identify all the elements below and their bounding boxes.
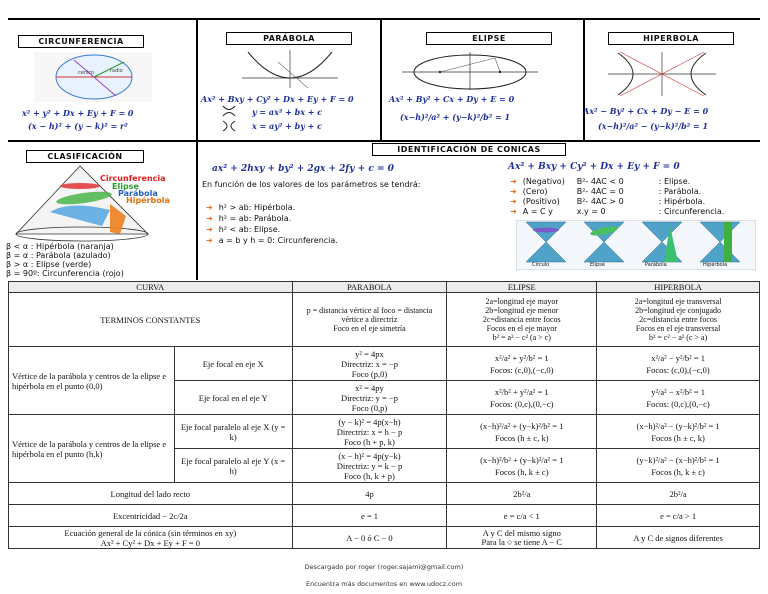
disc-condition: B²- 4AC < 0 [576, 177, 624, 186]
cell-parabola [292, 347, 447, 381]
table-row [9, 347, 760, 381]
eje-label: Eje focal en eje X [174, 347, 292, 381]
lado-recto-hiperbola: 2b²/a [597, 483, 760, 505]
cell-elipse [447, 415, 597, 449]
cell-elipse [447, 347, 597, 381]
lado-recto-elipse: 2b²/a [447, 483, 597, 505]
excentricidad-elipse: e = c/a < 1 [447, 505, 597, 527]
bullet-icon: ➜ [510, 177, 517, 186]
parabola-figure [238, 48, 342, 90]
cone-label: Círculo [532, 262, 550, 268]
cell-line: y²/a² − x²/b² = 1 [651, 386, 705, 397]
elipse-figure [400, 50, 540, 92]
disc-sign: A = C y [522, 207, 553, 216]
cell-line: Directriz: y = k − p [336, 460, 403, 471]
ecuacion-elipse: A y C del mismo signo Para la ○ se tiene A − C [447, 527, 597, 549]
header-elipse: ELIPSE [447, 282, 597, 293]
ident-item: h² > ab: Hipérbola. [218, 203, 296, 212]
clasif-line: β < α : Hipérbola (naranja) [6, 242, 114, 251]
cell-line: Focos (h, k ± c) [651, 466, 705, 477]
parab-eq-2: x = ay² + by + c [252, 121, 323, 131]
elipse-title: ELIPSE [426, 32, 552, 45]
divider [8, 140, 760, 142]
disc-condition: B²- 4AC = 0 [576, 187, 624, 196]
elipse-general-eq: Ax² + By² + Cx + Dy + E = 0 [389, 94, 515, 104]
disc-result: : Circunferencia. [658, 207, 725, 216]
svg-text:radio: radio [110, 68, 123, 74]
disc-result: : Elipse. [658, 177, 691, 186]
table-header [9, 282, 760, 293]
cell-parabola [292, 381, 447, 415]
divider [196, 18, 198, 280]
table-row [9, 483, 760, 505]
cell-hiperbola [597, 449, 760, 483]
ecuacion-parabola: A − 0 ó C − 0 [292, 527, 447, 549]
cone-label: Parábola [645, 262, 667, 268]
divider [583, 18, 585, 140]
disc-condition: B²- 4AC > 0 [576, 197, 624, 206]
cell-line: (x−h)²/a² + (y−k)²/b² = 1 [480, 420, 564, 431]
ecuacion-label-cell [9, 527, 293, 549]
cell-line: Focos: (0,c),(0,−c) [646, 398, 710, 409]
terminos-label: TERMINOS CONSTANTES [9, 293, 293, 347]
hiperbola-figure [606, 50, 718, 98]
disc-sign: (Negativo) [522, 177, 565, 186]
elipse-canon-eq: (x−h)²/a² + (y−k)²/b² = 1 [400, 112, 511, 122]
eje-label: Eje focal paralelo al eje Y (x = h) [174, 449, 292, 483]
cell-line: Focos: (c,0),(−c,0) [646, 364, 710, 375]
table-row [9, 415, 760, 449]
circ-canon-eq: (x − h)² + (y − k)² = r² [28, 121, 128, 131]
cell-elipse [447, 381, 597, 415]
parabola-title: PARÁBOLA [226, 32, 352, 45]
cell-line: Foco (h, k + p) [344, 470, 395, 481]
excentricidad-parabola: e = 1 [292, 505, 447, 527]
ident-item: h² < ab: Elipse. [218, 225, 281, 234]
ident-general-eq2: Ax² + Bxy + Cy² + Dx + Ey + F = 0 [508, 162, 680, 172]
cell-line: Foco (p,0) [351, 368, 388, 379]
ecuacion-hiperbola: A y C de signos diferentes [597, 527, 760, 549]
circ-general-eq: x² + y² + Dx + Ey + F = 0 [22, 108, 134, 118]
footer-link: Encuentra más documentos en www.udocz.com [305, 580, 463, 588]
hiperbola-title: HIPERBOLA [608, 32, 734, 45]
disc-sign: (Positivo) [522, 197, 560, 206]
parab-eq-1: y = ax² + bx + c [252, 107, 323, 117]
cell-line: Directriz: x = h − p [336, 426, 403, 437]
cell-line: Focos (h, k ± c) [495, 466, 549, 477]
lado-recto-label: Longitud del lado recto [9, 483, 293, 505]
disc-condition: x.y = 0 [576, 207, 606, 216]
cell-hiperbola [597, 415, 760, 449]
cell-line: (x − h)² = 4p(y−k) [338, 450, 401, 461]
table-row [9, 527, 760, 549]
conics-table [8, 281, 760, 549]
hiper-canon-eq: (x−h)²/a² − (y−k)²/b² = 1 [598, 121, 709, 131]
excentricidad-label: Excentricidad − 2c/2a [9, 505, 293, 527]
cell-line: x²/a² − y²/b² = 1 [651, 352, 705, 363]
vertice-hk: Vértice de la parábola y centros de la elipse e hipérbola en el punto (h,k) [9, 415, 175, 483]
cell-line: Focos: (c,0),(−c,0) [490, 364, 554, 375]
bullet-icon: ➜ [206, 236, 213, 245]
cell-parabola [292, 415, 447, 449]
cell-line: Foco (0,p) [351, 402, 388, 413]
bullet-icon: ➜ [206, 214, 213, 223]
table-row [9, 505, 760, 527]
ident-item: h² = ab: Parábola. [218, 214, 292, 223]
cell-parabola [292, 449, 447, 483]
footer-download: Descargado por roger (roger.sajami@gmail.com) [304, 563, 464, 571]
cone-label: Hipérbola [703, 262, 728, 268]
header-curva: CURVA [9, 282, 293, 293]
cell-line: Focos (h ± c, k) [651, 432, 705, 443]
ecuacion-label2: Ax² + Cy² + Dx + Ey + F = 0 [100, 537, 200, 548]
cell-hiperbola [597, 347, 760, 381]
terminos-parabola: p = distancia vértice al foco = distancia vértice a directriz Foco en el eje simetría [292, 293, 447, 347]
cone-label: Elipse [590, 262, 605, 268]
ident-intro: En función de los valores de los parámetros se tendrá: [202, 180, 421, 189]
legend-parabola: Parábola [118, 189, 158, 198]
terminos-hiperbola: 2a=longitud eje transversal 2b=longitud eje conjugado 2c=distancia entre focos Focos en el eje transversal b² = c² − a² (c > a) [597, 293, 760, 347]
clasificacion-title: CLASIFICACIÓN [26, 150, 144, 163]
header-parabola: PARABOLA [292, 282, 447, 293]
cell-hiperbola [597, 381, 760, 415]
top-border [8, 18, 760, 20]
cell-line: Directriz: x = −p [340, 358, 398, 369]
cell-line: (x−h)²/b² + (y−k)²/a² = 1 [480, 454, 564, 465]
bullet-icon: ➜ [510, 207, 517, 216]
eje-label: Eje focal en el eje Y [174, 381, 292, 415]
cell-line: (y − k)² = 4p(x−h) [338, 416, 401, 427]
excentricidad-hiperbola: e = c/a > 1 [597, 505, 760, 527]
bullet-icon: ➜ [510, 187, 517, 196]
circunferencia-figure [34, 52, 152, 102]
legend-elipse: Elipse [112, 182, 139, 191]
ident-item: a = b y h = 0: Circunferencia. [218, 236, 338, 245]
disc-result: : Hipérbola. [658, 197, 706, 206]
ident-general-eq: ax² + 2hxy + by² + 2gx + 2fy + c = 0 [212, 164, 394, 174]
cell-line: Foco (h + p, k) [344, 436, 395, 447]
terminos-elipse: 2a=longitud eje mayor 2b=longitud eje menor 2c=distancia entre focos Focos en el eje mayor b² = a² − c² (a > c) [447, 293, 597, 347]
ecuacion-label: Ecuación general de la cónica (sin términos en xy) [64, 527, 237, 538]
legend-circunferencia: Circunferencia [100, 174, 166, 183]
bullet-icon: ➜ [206, 225, 213, 234]
cell-elipse [447, 449, 597, 483]
clasif-line: β > α : Elipse (verde) [6, 260, 92, 269]
cell-line: x²/b² + y²/a² = 1 [494, 386, 549, 397]
parabola-y-icon [222, 120, 236, 132]
identificacion-title: IDENTIFICACIÓN DE CONICAS [372, 143, 566, 156]
cell-line: Focos: (0,c),(0,−c) [490, 398, 554, 409]
cell-line: x² = 4py [355, 382, 384, 393]
parabola-x-icon [222, 105, 236, 117]
cell-line: x²/a² + y²/b² = 1 [494, 352, 549, 363]
cell-line: Focos (h ± c, k) [495, 432, 549, 443]
legend-hiperbola: Hipérbola [126, 196, 170, 205]
clasif-line: β = 90º: Circunferencia (rojo) [6, 269, 124, 278]
vertice-origen: Vértice de la parábola y centros de la elipse e hipérbola en el punto (0,0) [9, 347, 175, 415]
cell-line: (y−k)²/a² − (x−h)²/b² = 1 [636, 454, 720, 465]
divider [380, 18, 382, 140]
disc-result: : Parábola. [658, 187, 702, 196]
header-hiperbola: HIPERBOLA [597, 282, 760, 293]
lado-recto-parabola: 4p [292, 483, 447, 505]
circunferencia-title: CIRCUNFERENCIA [18, 35, 144, 48]
svg-text:centro: centro [78, 70, 94, 76]
bullet-icon: ➜ [510, 197, 517, 206]
table-row [9, 293, 760, 347]
parab-general-eq: Ax² + Bxy + Cy² + Dx + Ey + F = 0 [201, 94, 354, 104]
clasif-line: β = α : Parábola (azulado) [6, 251, 111, 260]
bullet-icon: ➜ [206, 203, 213, 212]
eje-label: Eje focal paralelo al eje X (y = k) [174, 415, 292, 449]
cell-line: y² = 4px [355, 348, 384, 359]
disc-sign: (Cero) [522, 187, 548, 196]
cell-line: Directriz: y = −p [340, 392, 398, 403]
hiper-general-eq: Ax² − By² + Cx + Dy − E = 0 [583, 106, 709, 116]
cell-line: (x−h)²/a² − (y−k)²/b² = 1 [636, 420, 720, 431]
